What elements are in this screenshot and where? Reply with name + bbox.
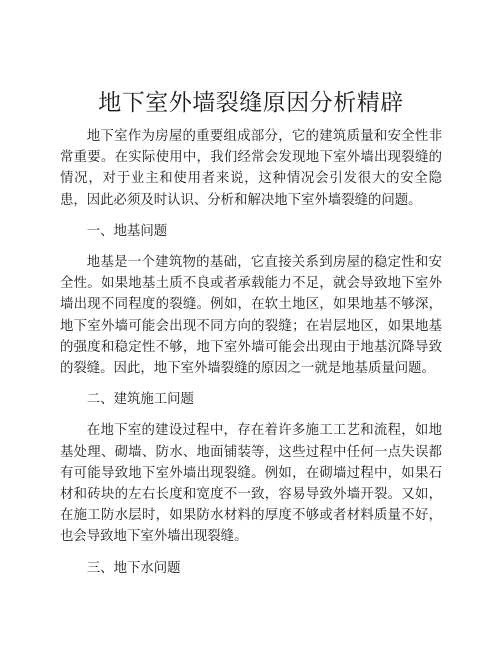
spacer bbox=[60, 548, 442, 558]
intro-paragraph: 地下室作为房屋的重要组成部分，它的建筑质量和安全性非常重要。在实际使用中，我们经常会发现地下室外墙出现裂缝的情况，对于业主和使用者来说，这种情况会引发很大的安全隐患，因此必须及时认识、分析和解决地下室外墙裂缝的问题。 bbox=[60, 129, 442, 208]
section-paragraph-foundation: 地基是一个建筑物的基础，它直接关系到房屋的稳定性和安全性。如果地基土质不良或者承载能力不足，就会导致地下室外墙出现不同程度的裂缝。例如，在软土地区，如果地基不够深，地下室外墙可能会出现不同方向的裂缝；在岩层地区，如果地基的强度和稳定性不够，地下室外墙可能会出现由于地基沉降导致的裂缝。因此，地下室外墙裂缝的原因之一就是地基质量问题。 bbox=[60, 255, 442, 377]
section-paragraph-construction: 在地下室的建设过程中，存在着许多施工工艺和流程，如地基处理、砌墙、防水、地面铺装等，这些过程中任何一点失误都有可能导致地下室外墙出现裂缝。例如，在砌墙过程中，如果石材和砖块的左右长度和宽度不一致，容易导致外墙开裂。又如，在施工防水层时，如果防水材料的厚度不够或者材料质量不好，也会导致地下室外墙出现裂缝。 bbox=[60, 423, 442, 545]
section-heading-foundation: 一、地基问题 bbox=[86, 223, 168, 239]
section-heading-groundwater: 三、地下水问题 bbox=[86, 560, 181, 576]
document-body bbox=[60, 126, 442, 579]
spacer bbox=[60, 379, 442, 389]
section-heading-construction: 二、建筑施工问题 bbox=[86, 392, 194, 408]
spacer bbox=[60, 410, 442, 420]
document-title: 地下室外墙裂缝原因分析精辟 bbox=[98, 90, 404, 116]
spacer bbox=[60, 211, 442, 221]
spacer bbox=[60, 242, 442, 252]
